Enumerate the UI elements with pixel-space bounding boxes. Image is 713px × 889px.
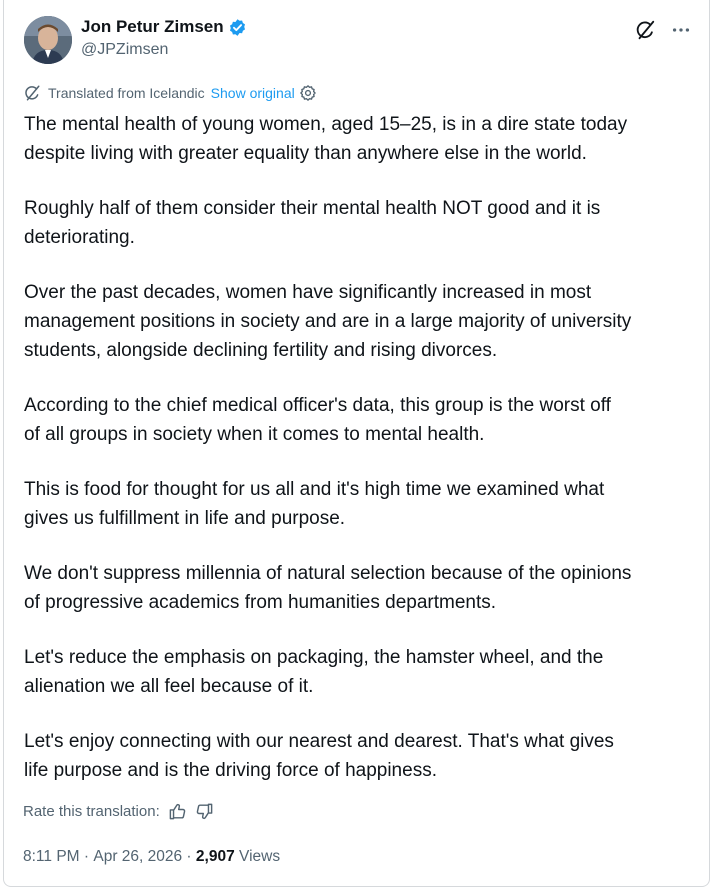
avatar[interactable] (24, 16, 72, 64)
tweet-paragraph: According to the chief medical officer's data, this group is the worst off of all groups in society when it comes to mental health. (24, 395, 611, 445)
meta-separator: · (182, 848, 196, 865)
tweet-actions-top (634, 19, 692, 41)
tweet-paragraph: Let's reduce the emphasis on packaging, the hamster wheel, and the alienation we all feel because of it. (24, 647, 604, 697)
more-icon[interactable] (670, 19, 692, 41)
author-name-row[interactable] (81, 17, 247, 37)
tweet-time[interactable]: 8:11 PM (23, 848, 80, 865)
rate-translation (23, 802, 214, 821)
views-label: Views (234, 848, 281, 865)
meta-separator: · (79, 848, 94, 865)
show-original-link[interactable]: Show original (210, 85, 295, 101)
thumbs-down-icon[interactable] (195, 802, 214, 821)
rate-translation-label: Rate this translation: (23, 803, 160, 820)
gear-icon[interactable] (299, 84, 317, 102)
views-count: 2,907 (195, 848, 235, 865)
tweet-meta (23, 848, 280, 866)
tweet-paragraph: The mental health of young women, aged 15–25, is in a dire state today despite living with greater equality than anywhere else in the world. (24, 114, 628, 164)
grok-icon[interactable] (634, 19, 656, 41)
translate-icon (23, 84, 41, 102)
tweet-text (24, 110, 696, 811)
tweet-paragraph: Roughly half of them consider their mental health NOT good and it is deteriorating. (24, 198, 601, 248)
tweet-paragraph: This is food for thought for us all and it's high time we examined what gives us fulfillment in life and purpose. (24, 479, 605, 529)
tweet-paragraph: Over the past decades, women have significantly increased in most management positions in society and are in a large majority of university students, alongside declining fertility and rising divorces. (24, 282, 632, 361)
verified-badge-icon (228, 18, 247, 37)
author-handle[interactable]: @JPZimsen (81, 41, 169, 58)
author-name[interactable]: Jon Petur Zimsen (81, 17, 224, 36)
translation-notice (23, 84, 317, 102)
tweet-paragraph: Let's enjoy connecting with our nearest and dearest. That's what gives life purpose and is the driving force of happiness. (24, 731, 614, 781)
translation-label: Translated from Icelandic (48, 85, 205, 101)
thumbs-up-icon[interactable] (168, 802, 187, 821)
tweet-paragraph: We don't suppress millennia of natural selection because of the opinions of progressive academics from humanities departments. (24, 563, 632, 613)
tweet-date[interactable]: Apr 26, 2026 (93, 848, 183, 865)
avatar-photo (24, 16, 72, 64)
